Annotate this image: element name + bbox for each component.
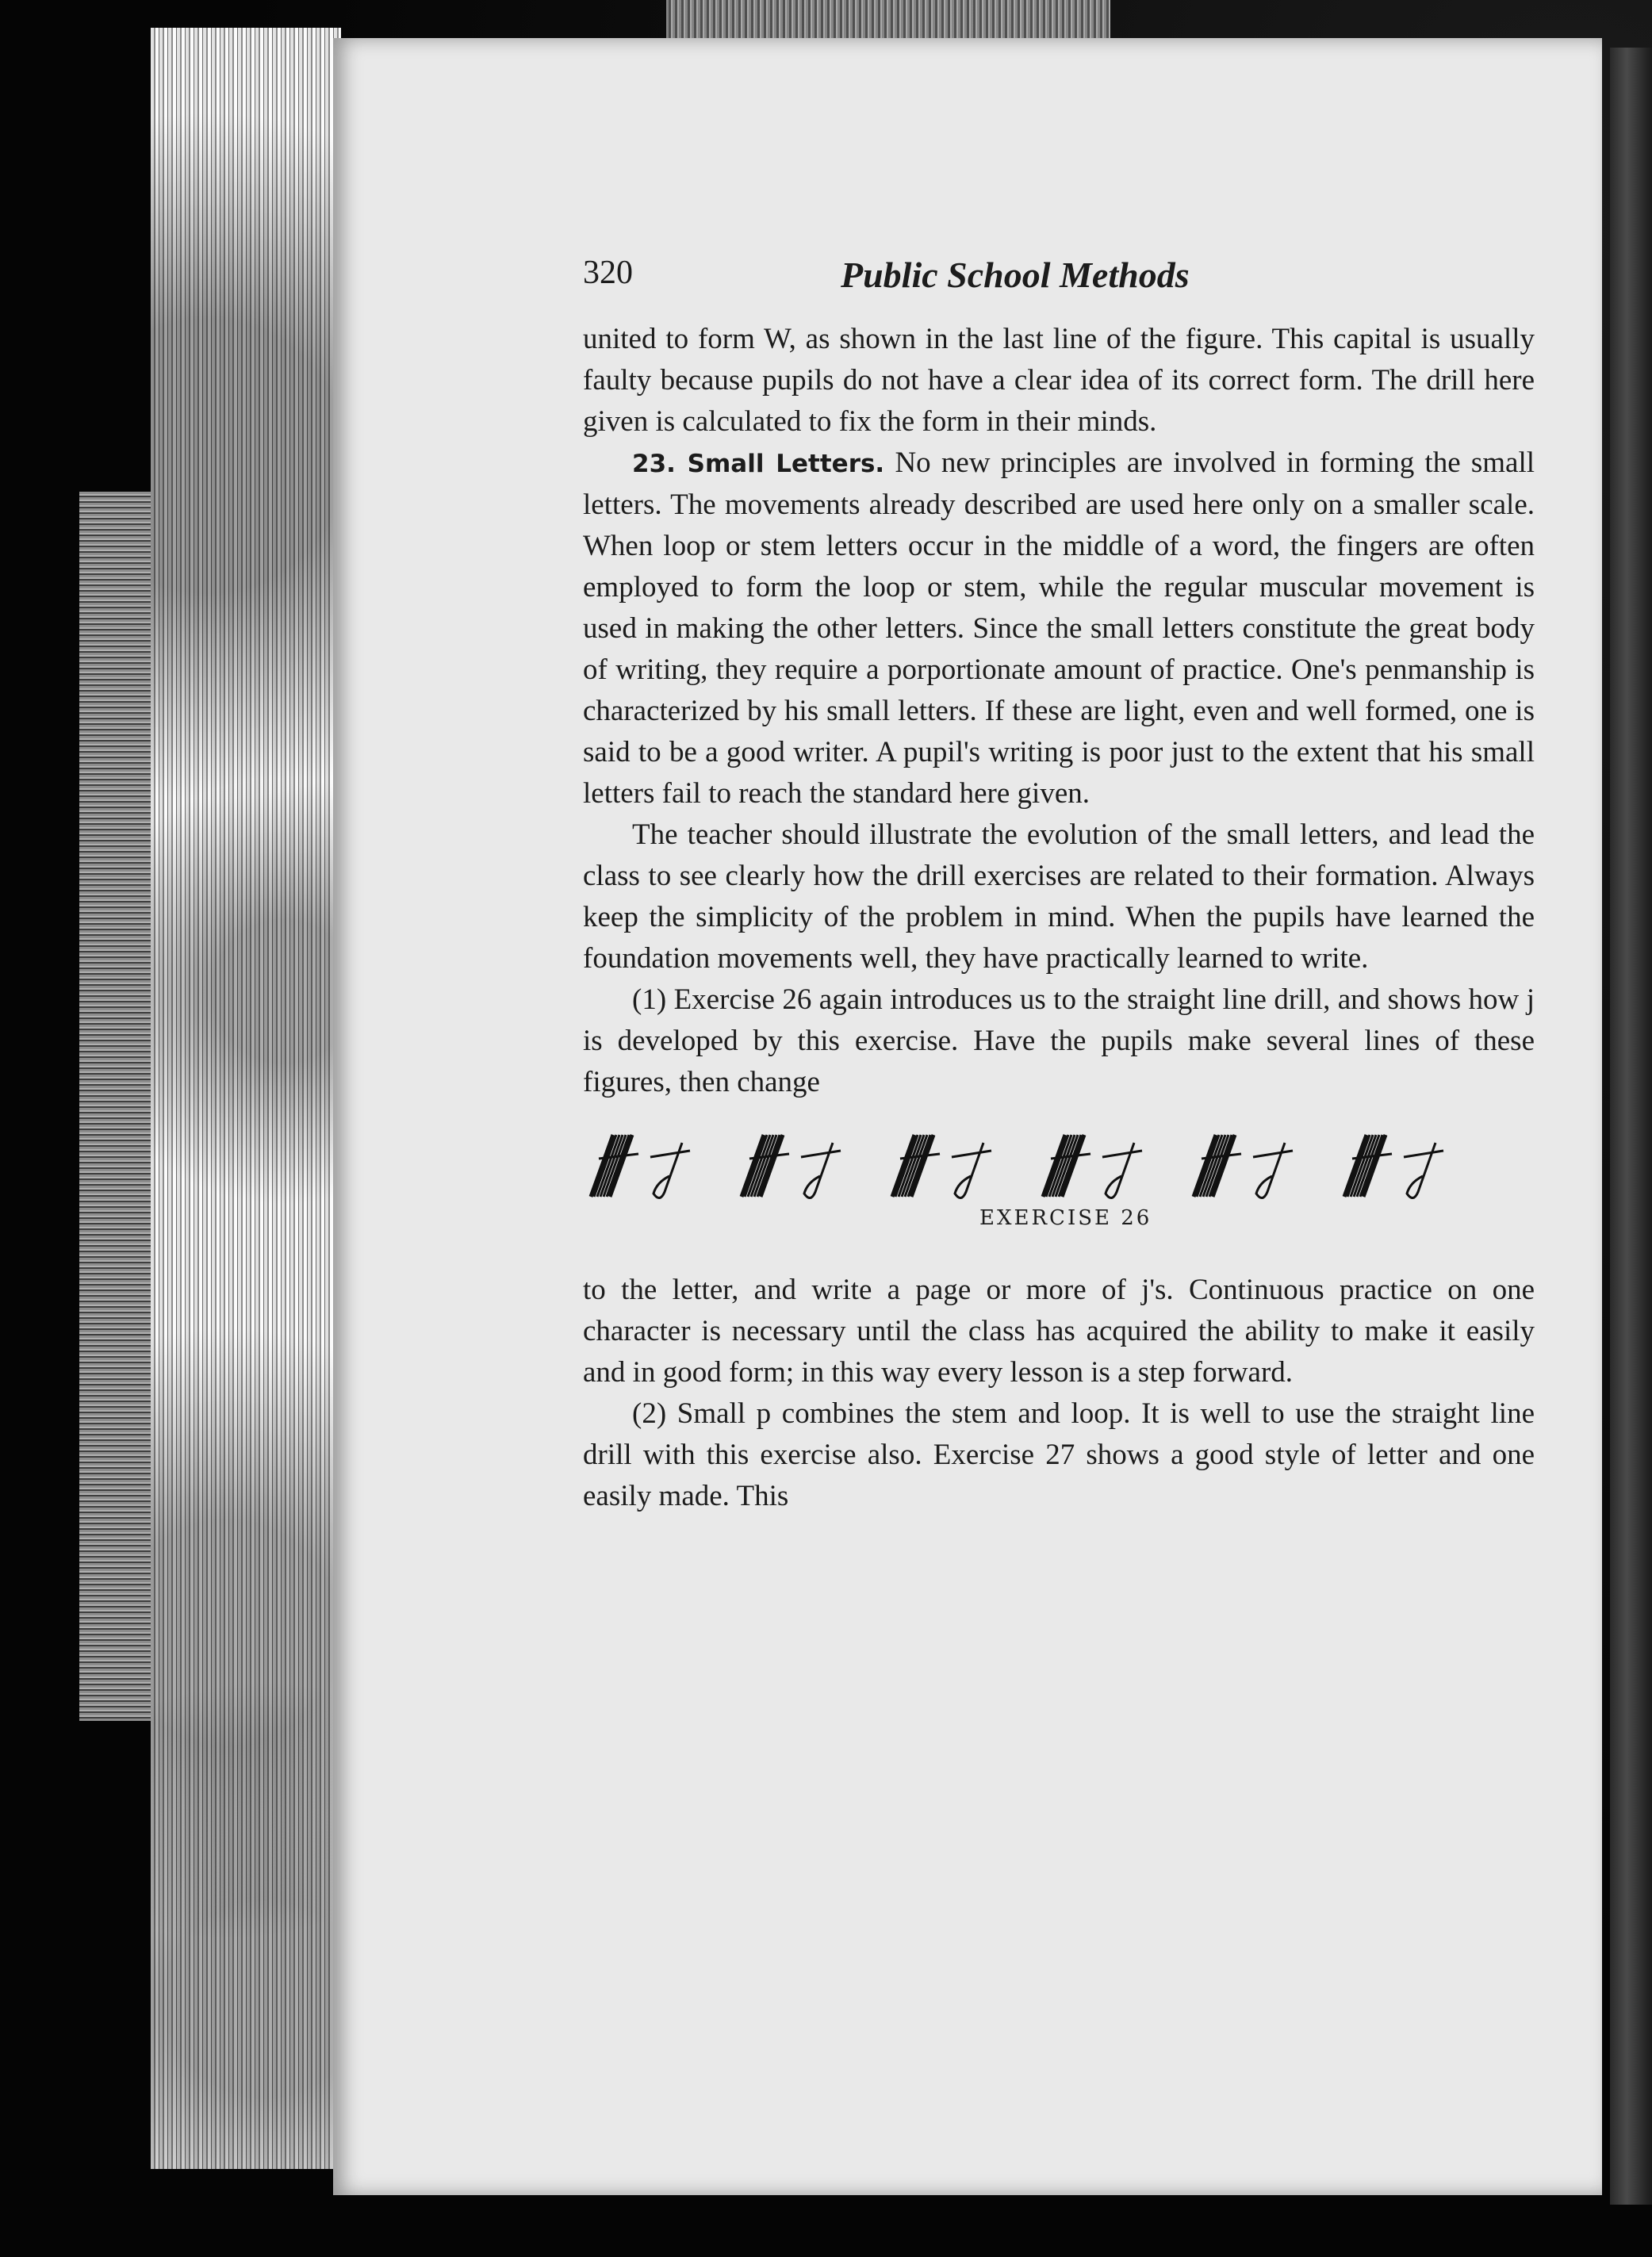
page-text-block — [583, 254, 1535, 1517]
paragraph-2 — [583, 443, 1535, 814]
drill-group — [892, 1135, 991, 1198]
exercise-caption: EXERCISE 26 — [979, 1206, 1152, 1230]
exercise-26-drawing — [583, 1127, 1535, 1206]
drill-group — [1344, 1135, 1443, 1198]
drill-group — [1043, 1135, 1142, 1198]
drill-group — [591, 1135, 690, 1198]
book-page-edges — [151, 28, 341, 2169]
running-head — [583, 254, 1535, 301]
binding-cloth-top — [666, 0, 1110, 38]
page-right-shadow — [1610, 48, 1652, 2205]
page-number: 320 — [583, 255, 633, 291]
running-title: Public School Methods — [841, 255, 1190, 295]
paragraph-2-body: No new principles are involved in forming the small letters. The movements already described are used here only on a smaller scale. When loop or stem letters occur in the middle of a word, the fingers are often employed to form the loop or stem, while the regular muscular movement is used in making the other letters. Since the small letters constitute the great body of writing, they require a porportionate amount of practice. One's penmanship is characterized by his small letters. If these are light, even and well formed, one is said to be a good writer. A pupil's writing is poor just to the extent that his small letters fail to reach the standard here given. — [583, 446, 1535, 810]
paragraph-1: united to form W, as shown in the last line of the figure. This capital is usually faulty because pupils do not have a clear idea of its correct form. The drill here given is calculated to fix the form in their minds. — [583, 323, 1535, 438]
paragraph-5: to the letter, and write a page or more of j's. Continuous practice on one character is necessary until the class has acquired the ability to make it easily and in good form; in this way every lesson is a step forward. — [583, 1274, 1535, 1389]
drill-group — [742, 1135, 841, 1198]
exercise-26-figure — [583, 1127, 1535, 1246]
drill-group — [1194, 1135, 1293, 1198]
paragraph-3: The teacher should illustrate the evolution of the small letters, and lead the class to see clearly how the drill exercises are related to their formation. Always keep the simplicity of the problem in mind. When the pupils have learned the foundation movements well, they have practically learned to write. — [583, 818, 1535, 975]
paragraph-6: (2) Small p combines the stem and loop. It is well to use the straight line drill with this exercise also. Exercise 27 shows a good style of letter and one easily made. This — [583, 1397, 1535, 1512]
section-heading: 23. Small Letters. — [632, 450, 885, 478]
paragraph-4: (1) Exercise 26 again introduces us to the straight line drill, and shows how j is developed by this exercise. Have the pupils make several lines of these figures, then change — [583, 983, 1535, 1098]
